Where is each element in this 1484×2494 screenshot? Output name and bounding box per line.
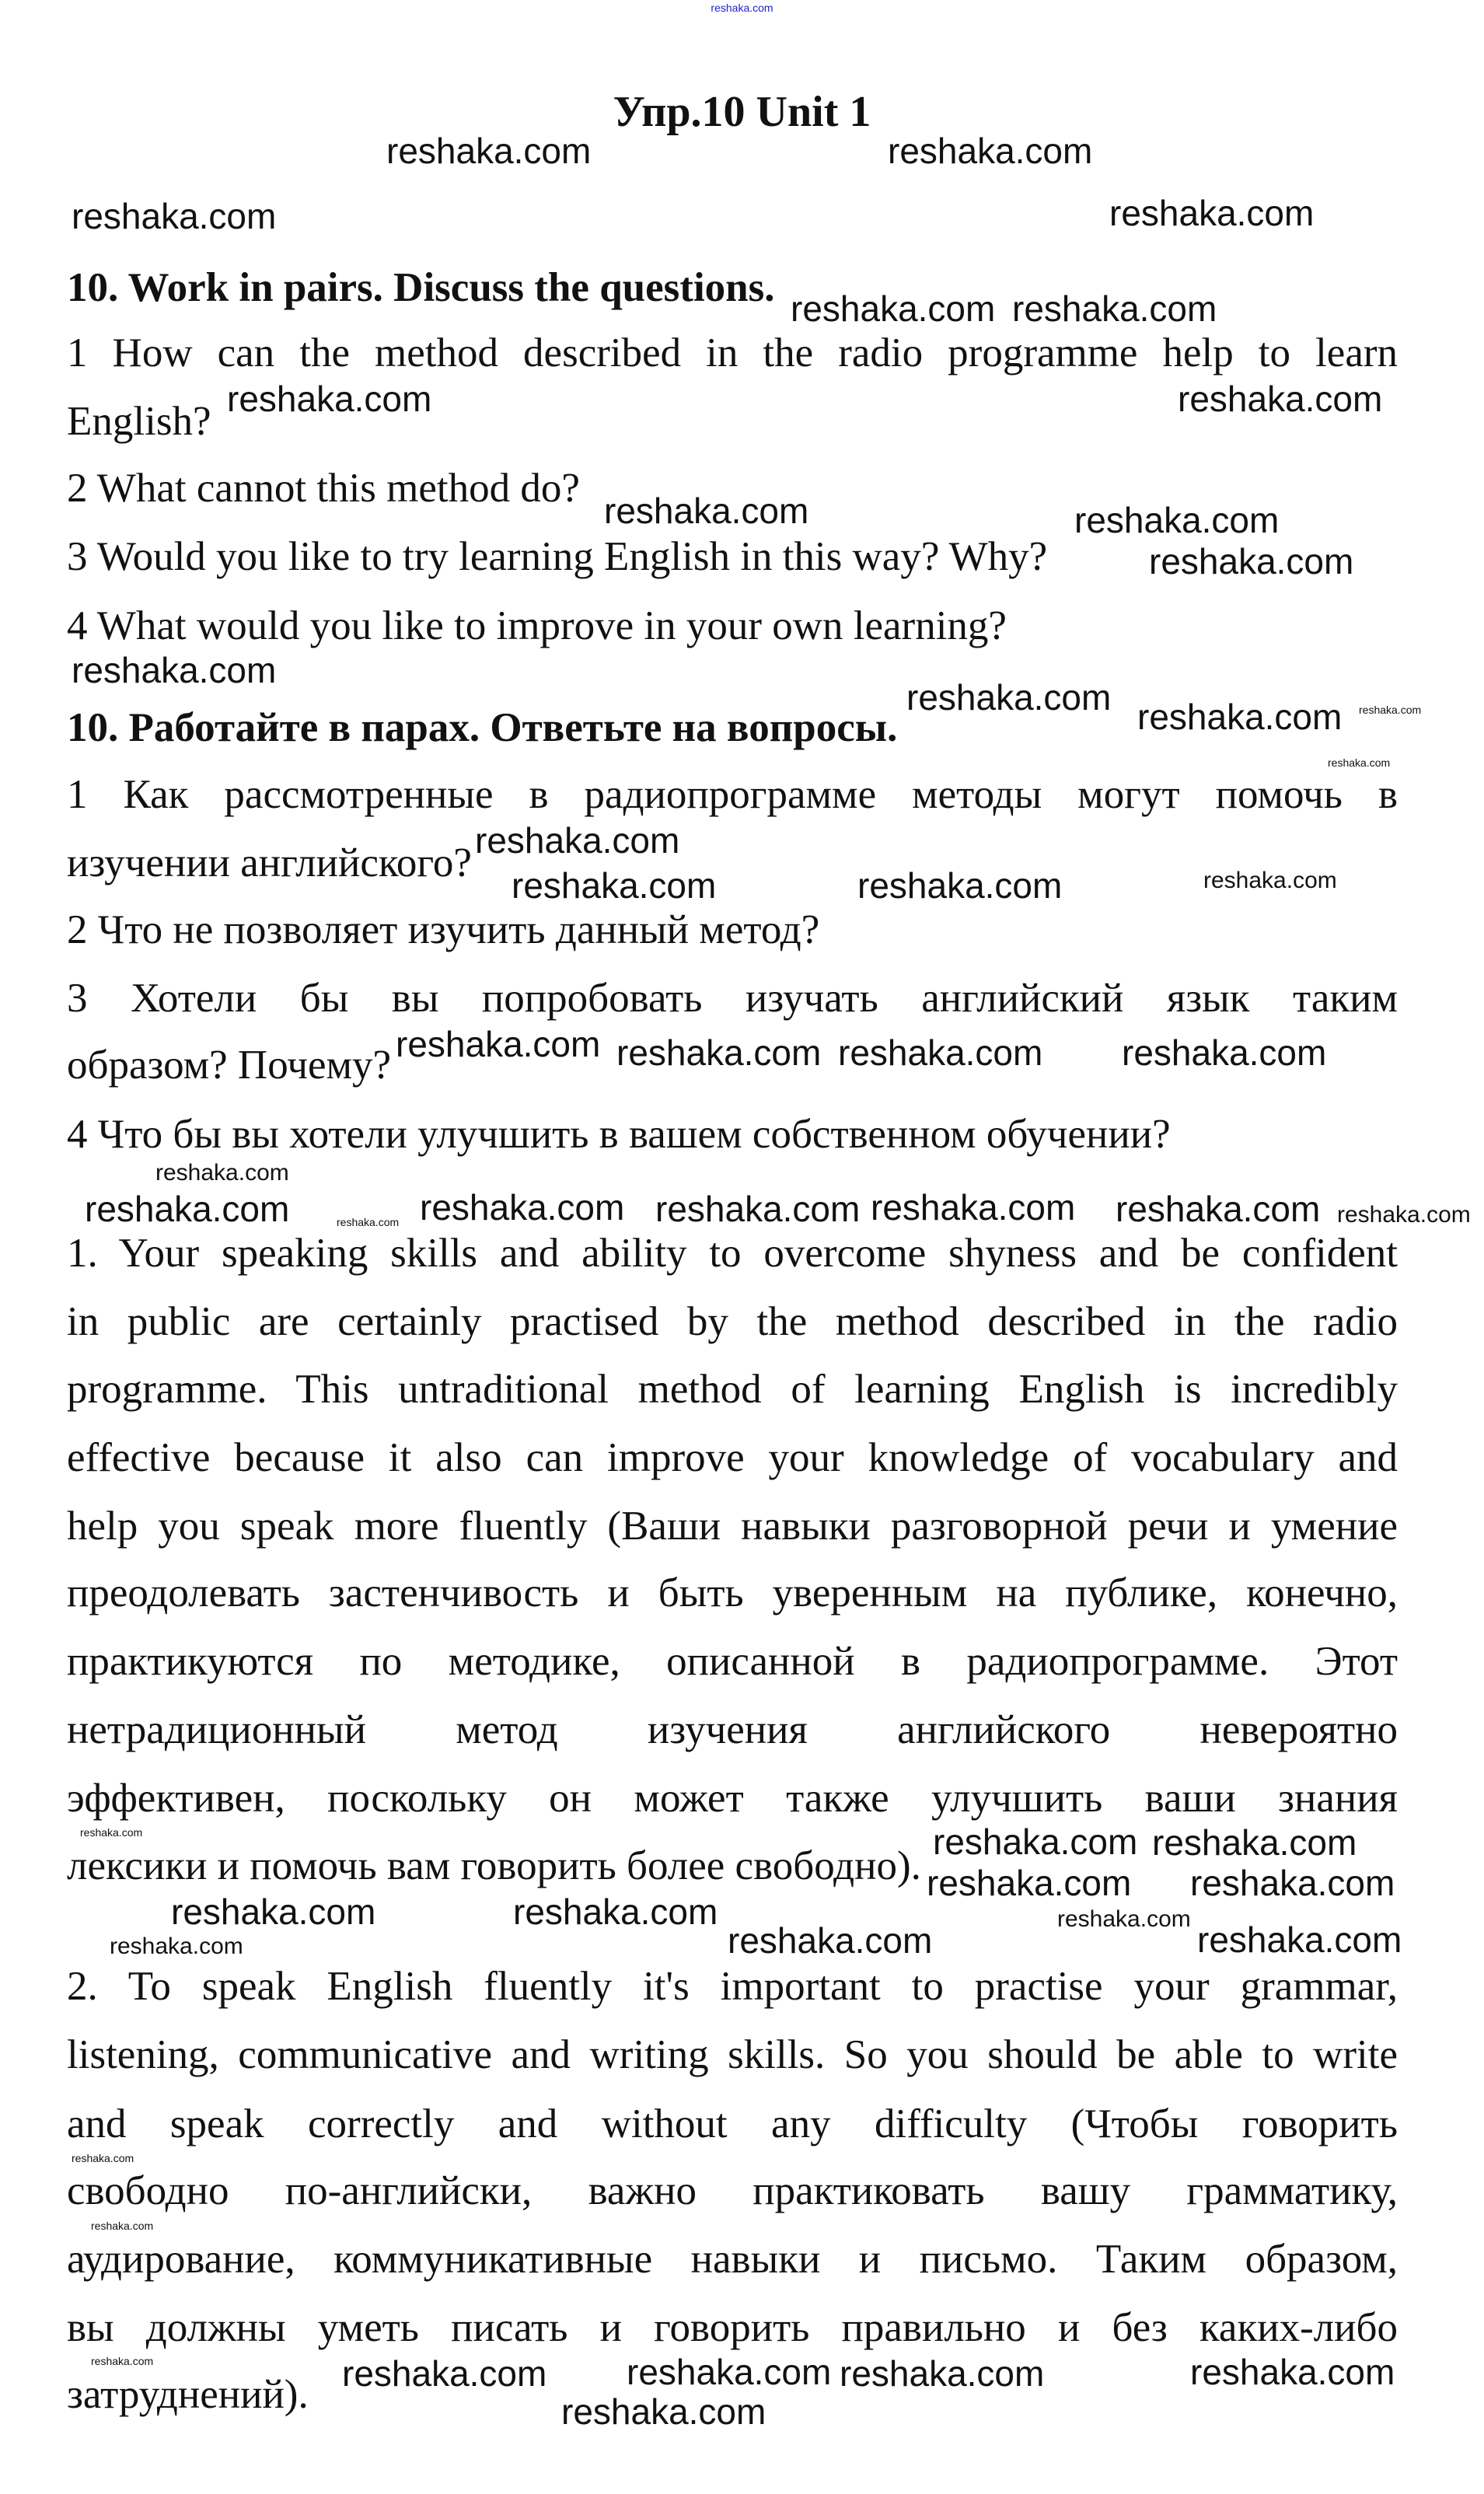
watermark-text: reshaka.com xyxy=(1197,1919,1402,1960)
answer-1-line: практикуются по методике, описанной в радиопрограмме. Этот xyxy=(67,1639,1398,1684)
answer-2-line: затруднений). xyxy=(67,2372,309,2417)
watermark-text: reshaka.com xyxy=(1109,193,1315,234)
watermark-text: reshaka.com xyxy=(888,131,1093,172)
answer-1-line: help you speak more fluently (Ваши навыки разговорной речи и умение xyxy=(67,1504,1398,1549)
watermark-text: reshaka.com xyxy=(155,1160,289,1186)
watermark-text: reshaka.com xyxy=(85,1189,290,1230)
watermark-text: reshaka.com xyxy=(420,1187,625,1228)
watermark-text: reshaka.com xyxy=(1337,1202,1471,1228)
watermark-text: reshaka.com xyxy=(513,1891,718,1932)
answer-2-line: свободно по-английски, важно практиковать вашу грамматику, xyxy=(67,2168,1398,2213)
question-line: 1 Как рассмотренные в радиопрограмме методы могут помочь в xyxy=(67,772,1398,817)
watermark-text: reshaka.com xyxy=(857,865,1063,906)
watermark-text: reshaka.com xyxy=(1012,288,1217,330)
answer-2-line: 2. To speak English fluently it's important to practise your grammar, xyxy=(67,1964,1398,2009)
top-watermark: reshaka.com xyxy=(711,2,773,14)
watermark-text: reshaka.com xyxy=(655,1189,861,1230)
watermark-text: reshaka.com xyxy=(1149,541,1354,582)
watermark-text: reshaka.com xyxy=(1203,868,1337,893)
watermark-text: reshaka.com xyxy=(1116,1189,1321,1230)
watermark-text: reshaka.com xyxy=(72,2151,134,2164)
question-line: 2 What cannot this method do? xyxy=(67,466,580,511)
watermark-text: reshaka.com xyxy=(1359,703,1422,716)
watermark-text: reshaka.com xyxy=(1190,2352,1395,2393)
question-line: 4 What would you like to improve in your own learning? xyxy=(67,603,1007,648)
watermark-text: reshaka.com xyxy=(927,1863,1132,1904)
watermark-text: reshaka.com xyxy=(728,1920,933,1961)
watermark-text: reshaka.com xyxy=(1137,697,1343,738)
task-heading-en: 10. Work in pairs. Discuss the questions. xyxy=(67,265,775,310)
question-line: изучении английского? xyxy=(67,840,472,885)
answer-2-line: listening, communicative and writing skills. So you should be able to write xyxy=(67,2032,1398,2077)
watermark-text: reshaka.com xyxy=(791,288,996,330)
watermark-text: reshaka.com xyxy=(91,2354,154,2367)
watermark-text: reshaka.com xyxy=(337,1215,400,1228)
watermark-text: reshaka.com xyxy=(512,865,717,906)
answer-1-line: programme. This untraditional method of learning English is incredibly xyxy=(67,1367,1398,1412)
answer-1-line: effective because it also can improve your knowledge of vocabulary and xyxy=(67,1435,1398,1480)
watermark-text: reshaka.com xyxy=(906,677,1112,718)
watermark-text: reshaka.com xyxy=(1057,1906,1191,1932)
watermark-text: reshaka.com xyxy=(386,131,592,172)
watermark-text: reshaka.com xyxy=(840,2353,1045,2394)
answer-1-line: преодолевать застенчивость и быть уверенным на публике, конечно, xyxy=(67,1570,1398,1616)
question-line: 1 How can the method described in the radio programme help to learn xyxy=(67,330,1398,375)
watermark-text: reshaka.com xyxy=(227,379,432,420)
question-line: образом? Почему? xyxy=(67,1043,392,1088)
watermark-text: reshaka.com xyxy=(72,196,277,237)
watermark-text: reshaka.com xyxy=(1152,1822,1357,1864)
watermark-text: reshaka.com xyxy=(396,1024,601,1065)
question-line: 3 Хотели бы вы попробовать изучать английский язык таким xyxy=(67,976,1398,1021)
watermark-text: reshaka.com xyxy=(1074,500,1280,541)
answer-1-line: лексики и помочь вам говорить более свободно). xyxy=(67,1843,921,1888)
answer-1-line: эффективен, поскольку он может также улучшить ваши знания xyxy=(67,1776,1398,1821)
watermark-text: reshaka.com xyxy=(838,1032,1043,1074)
page-title: Упр.10 Unit 1 xyxy=(613,88,871,136)
watermark-text: reshaka.com xyxy=(1178,379,1383,420)
watermark-text: reshaka.com xyxy=(342,2353,547,2394)
watermark-text: reshaka.com xyxy=(561,2391,766,2433)
watermark-text: reshaka.com xyxy=(475,820,680,861)
answer-2-line: аудирование, коммуникативные навыки и письмо. Таким образом, xyxy=(67,2237,1398,2282)
watermark-text: reshaka.com xyxy=(91,2219,154,2232)
watermark-text: reshaka.com xyxy=(1122,1032,1327,1074)
question-line: 4 Что бы вы хотели улучшить в вашем собственном обучении? xyxy=(67,1112,1171,1157)
watermark-text: reshaka.com xyxy=(110,1933,243,1959)
watermark-text: reshaka.com xyxy=(933,1822,1138,1862)
task-heading-ru: 10. Работайте в парах. Ответьте на вопросы. xyxy=(67,705,898,750)
answer-1-line: нетрадиционный метод изучения английского невероятно xyxy=(67,1707,1398,1752)
watermark-text: reshaka.com xyxy=(80,1825,143,1839)
watermark-text: reshaka.com xyxy=(616,1032,822,1074)
watermark-text: reshaka.com xyxy=(72,650,277,691)
watermark-text: reshaka.com xyxy=(627,2352,832,2393)
watermark-text: reshaka.com xyxy=(171,1891,376,1932)
answer-1-line: 1. Your speaking skills and ability to overcome shyness and be confident xyxy=(67,1231,1398,1276)
watermark-text: reshaka.com xyxy=(871,1187,1076,1228)
watermark-text: reshaka.com xyxy=(1328,756,1391,769)
watermark-text: reshaka.com xyxy=(604,491,809,532)
answer-2-line: вы должны уметь писать и говорить правильно и без каких-либо xyxy=(67,2305,1398,2350)
question-line: 2 Что не позволяет изучить данный метод? xyxy=(67,907,820,952)
answer-1-line: in public are certainly practised by the method described in the radio xyxy=(67,1299,1398,1344)
answer-2-line: and speak correctly and without any difficulty (Чтобы говорить xyxy=(67,2101,1398,2146)
question-line: 3 Would you like to try learning English in this way? Why? xyxy=(67,534,1048,579)
question-line: English? xyxy=(67,399,211,444)
watermark-text: reshaka.com xyxy=(1190,1863,1395,1904)
